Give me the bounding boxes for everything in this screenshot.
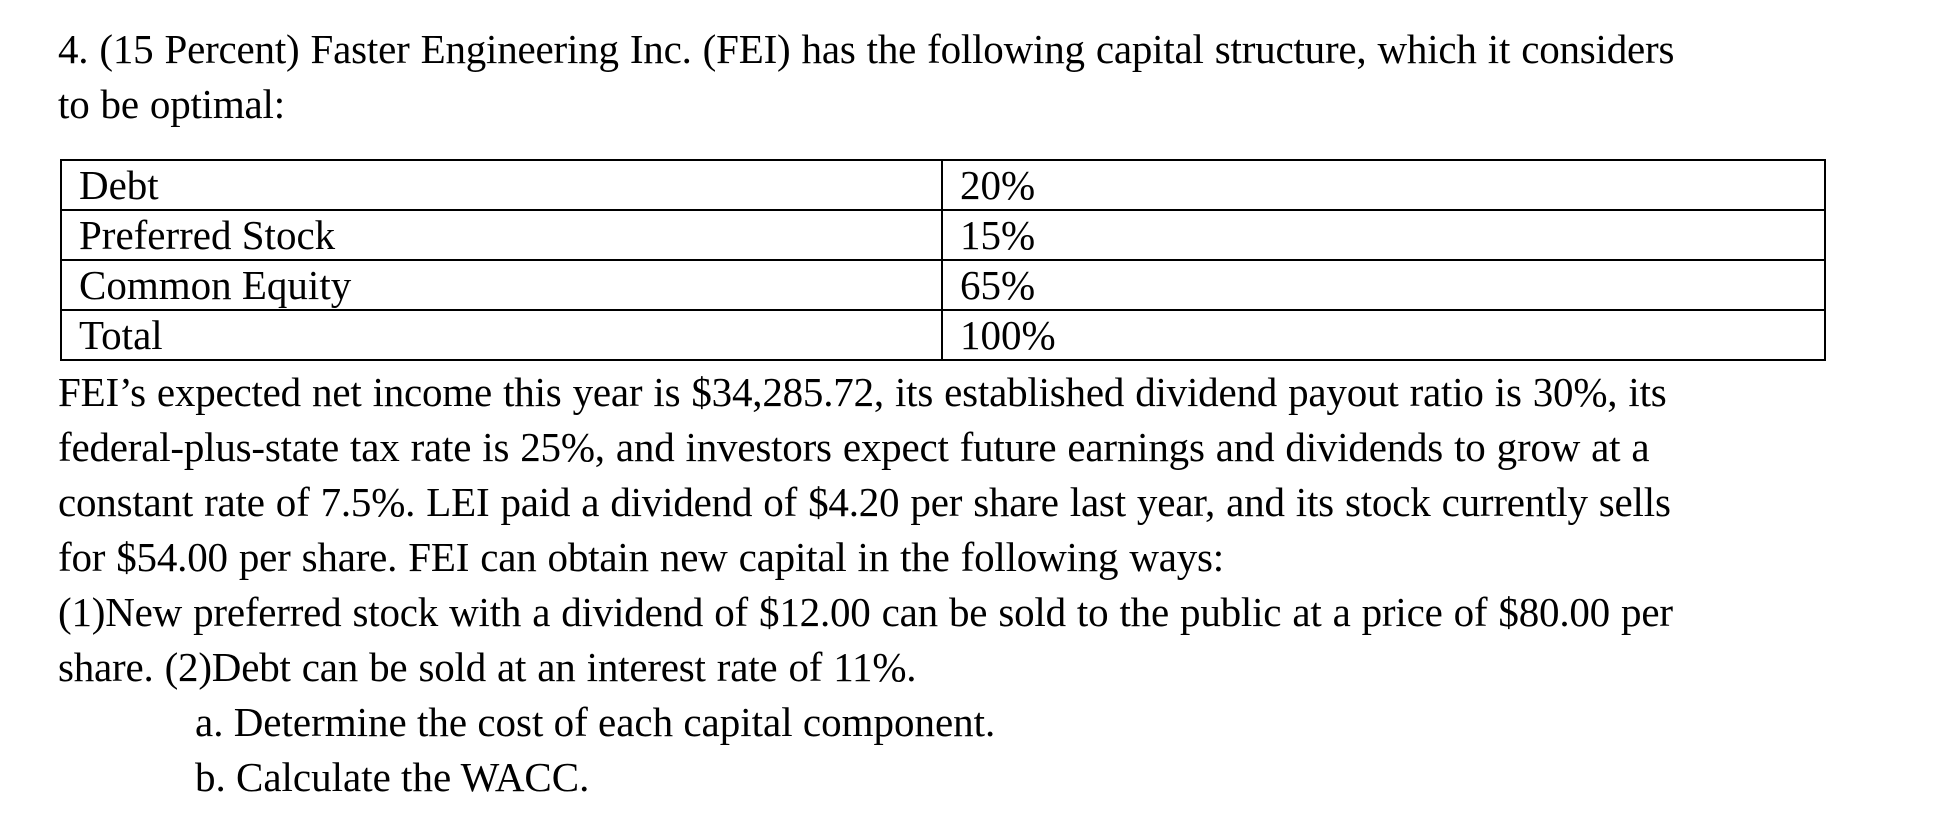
row-value-common-equity: 65%: [942, 260, 1825, 310]
table-row: [61, 210, 1825, 260]
row-label-preferred-stock: Preferred Stock: [61, 210, 942, 260]
body-line-4: for $54.00 per share. FEI can obtain new capital in the following ways:: [58, 534, 1224, 580]
row-label-total: Total: [61, 310, 942, 360]
body-line-3: constant rate of 7.5%. LEI paid a dividend of $4.20 per share last year, and its stock currently sells: [58, 479, 1671, 525]
row-label-debt: Debt: [61, 160, 942, 210]
body-line-6: share. (2)Debt can be sold at an interest rate of 11%.: [58, 644, 917, 690]
row-value-debt: 20%: [942, 160, 1825, 210]
part-b: b. Calculate the WACC.: [195, 754, 590, 800]
table-row: [61, 160, 1825, 210]
capital-structure-table: [60, 159, 1826, 361]
body-line-2: federal-plus-state tax rate is 25%, and investors expect future earnings and dividends to grow at a: [58, 424, 1650, 470]
body-line-5: (1)New preferred stock with a dividend of $12.00 can be sold to the public at a price of $80.00 per: [58, 589, 1673, 635]
row-value-total: 100%: [942, 310, 1825, 360]
intro-line-1: 4. (15 Percent) Faster Engineering Inc. (FEI) has the following capital structure, which it considers: [58, 26, 1675, 72]
question-page: [58, 22, 1828, 805]
row-value-preferred-stock: 15%: [942, 210, 1825, 260]
row-label-common-equity: Common Equity: [61, 260, 942, 310]
table-row: [61, 260, 1825, 310]
question-intro: [58, 22, 1828, 132]
part-a: a. Determine the cost of each capital component.: [195, 699, 996, 745]
intro-line-2: to be optimal:: [58, 81, 285, 127]
table-row: [61, 310, 1825, 360]
body-line-1: FEI’s expected net income this year is $34,285.72, its established dividend payout ratio is 30%, its: [58, 369, 1667, 415]
problem-body: [58, 365, 1828, 695]
